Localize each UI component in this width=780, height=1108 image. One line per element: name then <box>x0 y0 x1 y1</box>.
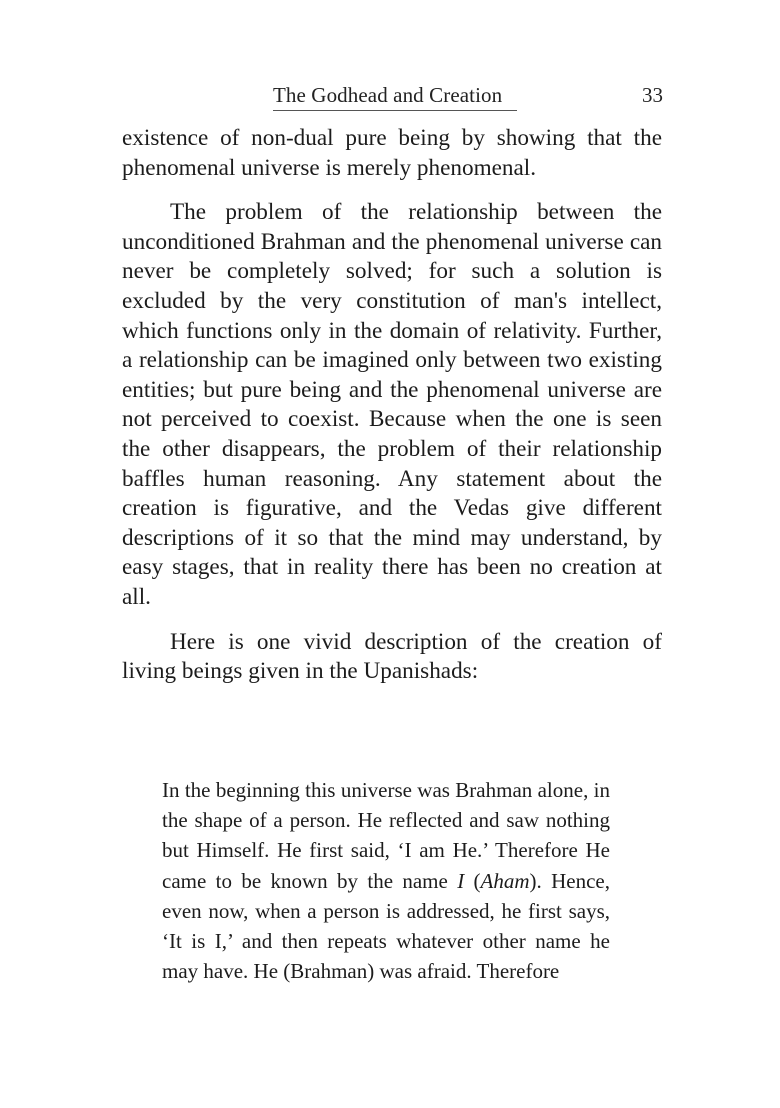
quote-part-1: In the beginning this universe was Brahman alone, in the shape of a person. He reflected and saw nothing but Himself. He first said, ‘I am He.’ Therefore He came to be known by the name <box>162 778 610 893</box>
block-quote <box>162 775 610 986</box>
quote-paren-open: ( <box>464 868 481 893</box>
paragraph-relationship: The problem of the relationship between the unconditioned Brahman and the phenomenal universe can never be completely solved; for such a solution is excluded by the very constitution of man's intellect, which functions only in the domain of relativity. Further, a relationship can be imagined only between two existing entities; but pure being and the phenomenal universe are not perceived to coexist. Because when the one is seen the other disappears, the problem of their relationship baffles human reasoning. Any statement about the creation is figurative, and the Vedas give different descriptions of it so that the mind may understand, by easy stages, that in reality there has been no creation at all. <box>122 199 662 610</box>
body-text <box>122 124 662 702</box>
quote-italic-i: I <box>457 868 465 893</box>
header-rule <box>273 110 517 111</box>
running-title: The Godhead and Creation <box>273 83 503 107</box>
running-header <box>273 82 673 112</box>
quote-italic-aham: Aham <box>480 868 530 893</box>
paragraph-intro-quote: Here is one vivid description of the creation of living beings given in the Upanishads: <box>122 628 662 685</box>
paragraph-continuation: existence of non-dual pure being by showing that the phenomenal universe is merely phenomenal. <box>122 125 662 181</box>
quote-text <box>162 775 610 986</box>
quote-part-2: ). Hence, even now, when a person is addressed, he first says, ‘It is I,’ and then repeats whatever other name he may have. He (Brahman) was afraid. Therefore <box>162 868 610 984</box>
page-number: 33 <box>642 83 663 107</box>
